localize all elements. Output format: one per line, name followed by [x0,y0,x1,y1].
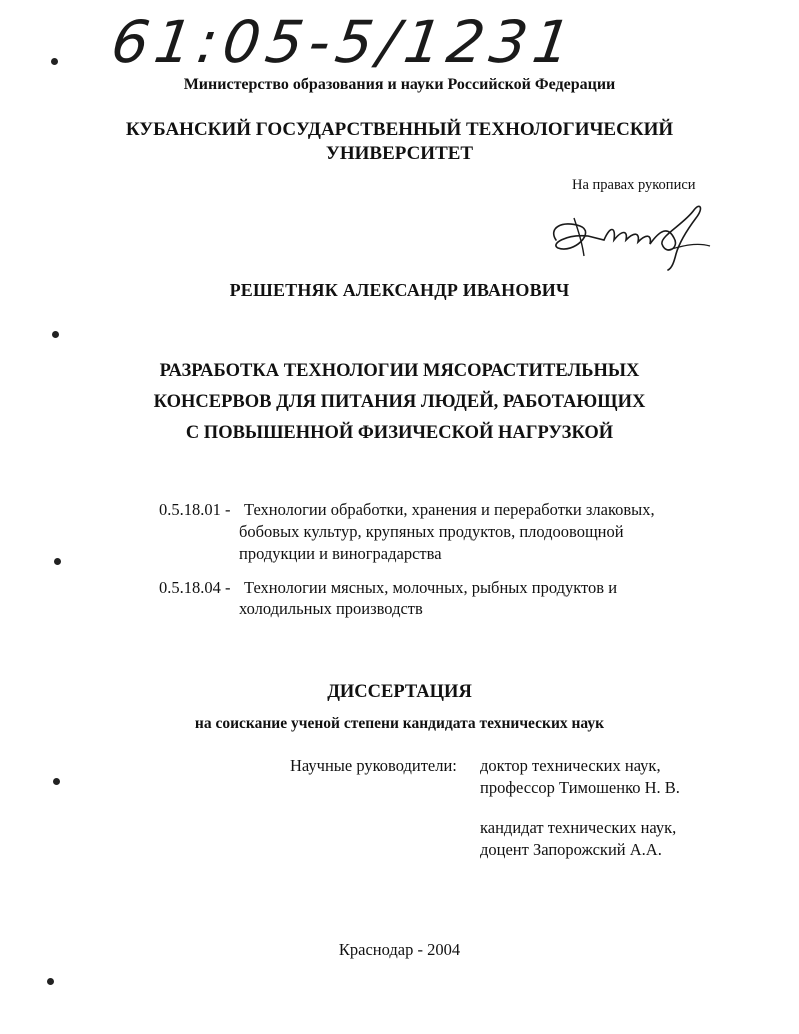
supervisor-1-title: доктор технических наук, [480,756,661,775]
specialty-description-line: Технологии обработки, хранения и переработки злаковых, [244,500,655,519]
degree-line: на соискание ученой степени кандидата технических наук [194,715,605,732]
signature-icon [544,196,714,272]
punch-mark [47,978,54,985]
supervisors-label: Научные руководители: [290,756,457,775]
archive-number-handwritten: 61:05-5/1231 [107,8,581,76]
supervisor-2-name: доцент Запорожский А.А. [480,840,662,859]
specialty-description-line: продукции и виноградарства [239,544,442,563]
university-name-line1: КУБАНСКИЙ ГОСУДАРСТВЕННЫЙ ТЕХНОЛОГИЧЕСКИЙ [125,119,674,140]
thesis-title-line3: С ПОВЫШЕННОЙ ФИЗИЧЕСКОЙ НАГРУЗКОЙ [185,423,614,443]
specialty-description-line: бобовых культур, крупяных продуктов, плодоовощной [239,522,624,541]
specialty-code: 0.5.18.04 - [159,578,231,597]
punch-mark [51,58,58,65]
punch-mark [54,558,61,565]
specialty-description-line: холодильных производств [239,599,423,618]
supervisor-1-name: профессор Тимошенко Н. В. [480,778,680,797]
specialty-code: 0.5.18.01 - [159,500,231,519]
author-name: РЕШЕТНЯК АЛЕКСАНДР ИВАНОВИЧ [229,280,570,300]
ministry-heading: Министерство образования и науки Российской Федерации [183,76,616,93]
document-type: ДИССЕРТАЦИЯ [327,682,472,702]
punch-mark [53,778,60,785]
city-year: Краснодар - 2004 [338,940,461,959]
thesis-title-line2: КОНСЕРВОВ ДЛЯ ПИТАНИЯ ЛЮДЕЙ, РАБОТАЮЩИХ [153,392,646,412]
specialty-description-line: Технологии мясных, молочных, рыбных продуктов и [244,578,618,597]
thesis-title-line1: РАЗРАБОТКА ТЕХНОЛОГИИ МЯСОРАСТИТЕЛЬНЫХ [159,361,640,381]
supervisor-2-title: кандидат технических наук, [480,818,677,837]
university-name-line2: УНИВЕРСИТЕТ [325,143,474,164]
punch-mark [52,331,59,338]
manuscript-rights-note: На правах рукописи [572,177,696,193]
